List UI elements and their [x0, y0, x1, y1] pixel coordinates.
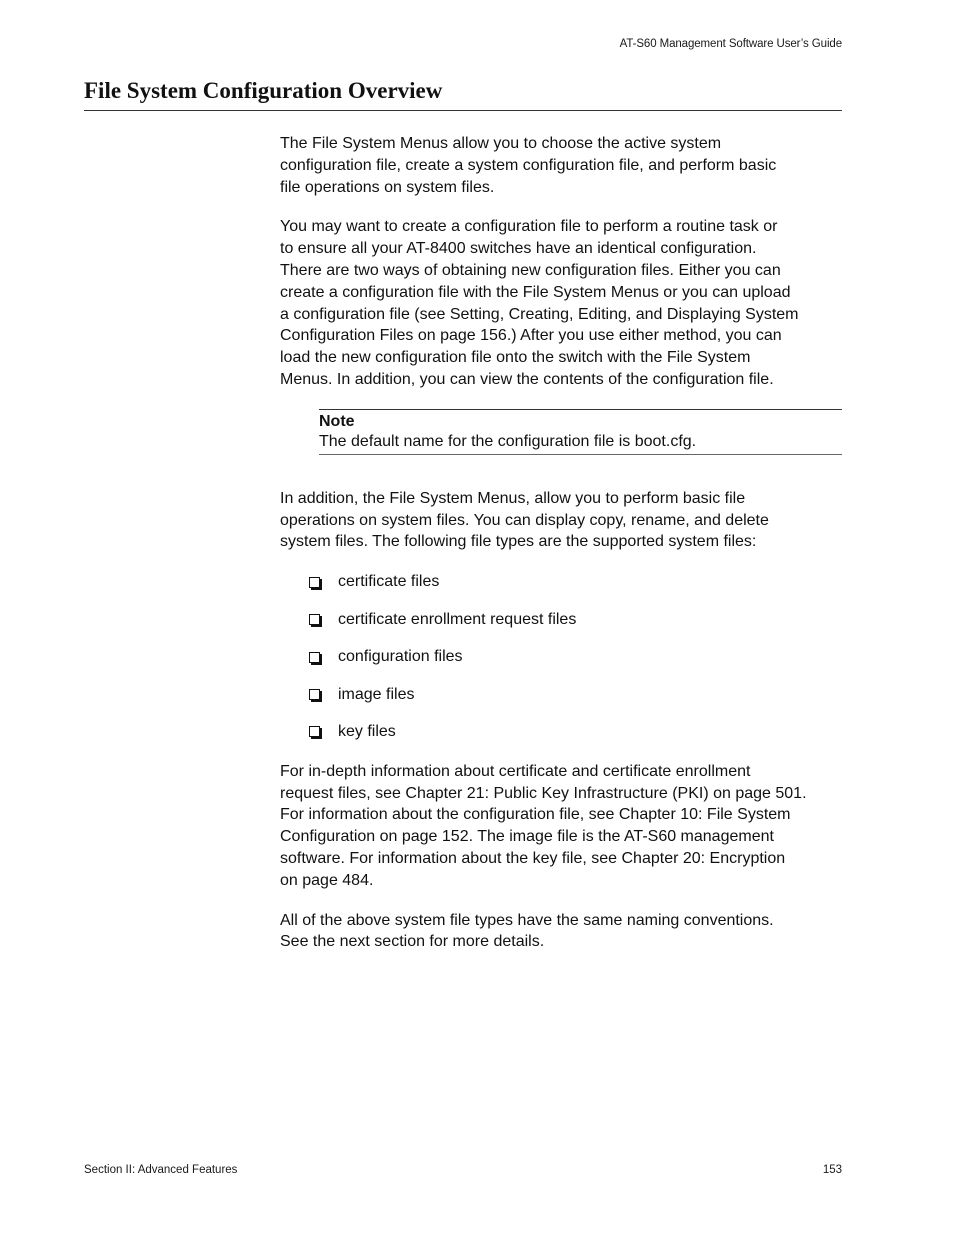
text-line: configuration file, create a system configuration file, and perform basic	[280, 156, 777, 174]
text-line: In addition, the File System Menus, allow you to perform basic file	[280, 489, 746, 507]
checkbox-bullet-icon	[309, 652, 320, 663]
text-line: Configuration on page 152. The image file is the AT-S60 management	[280, 828, 774, 846]
main-content	[280, 133, 842, 971]
list-item	[307, 571, 842, 593]
note-label: Note	[319, 412, 355, 430]
text-line: Menus. In addition, you can view the contents of the configuration file.	[280, 370, 774, 388]
text-line: operations on system files. You can display copy, rename, and delete	[280, 511, 769, 529]
text-line: on page 484.	[280, 871, 374, 889]
list-item-label: certificate files	[338, 573, 440, 591]
list-item-label: certificate enrollment request files	[338, 610, 577, 628]
text-line: All of the above system file types have the same naming conventions.	[280, 911, 774, 929]
text-line: Configuration Files on page 156.) After you use either method, you can	[280, 327, 782, 345]
page-number: 153	[822, 1164, 842, 1176]
list-item-label: image files	[338, 685, 415, 703]
text-line: There are two ways of obtaining new configuration files. Either you can	[280, 261, 781, 279]
running-header: AT-S60 Management Software User’s Guide	[619, 38, 842, 50]
text-line: load the new configuration file onto the switch with the File System	[280, 349, 751, 367]
text-line: file operations on system files.	[280, 178, 495, 196]
list-item	[307, 684, 842, 706]
text-line: request files, see Chapter 21: Public Key Infrastructure (PKI) on page 501.	[280, 784, 807, 802]
text-line: For in-depth information about certificate and certificate enrollment	[280, 762, 751, 780]
section-title: File System Configuration Overview	[84, 78, 443, 103]
paragraph-file-operations	[280, 488, 842, 553]
file-type-list	[307, 571, 842, 743]
checkbox-bullet-icon	[309, 577, 320, 588]
text-line: system files. The following file types are the supported system files:	[280, 533, 757, 551]
text-line: The File System Menus allow you to choose the active system	[280, 135, 722, 152]
checkbox-bullet-icon	[309, 726, 320, 737]
list-item	[307, 721, 842, 743]
paragraph-config-files	[280, 216, 842, 390]
checkbox-bullet-icon	[309, 689, 320, 700]
note-box	[319, 409, 842, 455]
text-line: You may want to create a configuration file to perform a routine task or	[280, 218, 778, 236]
text-line: to ensure all your AT-8400 switches have an identical configuration.	[280, 240, 757, 258]
title-rule	[84, 110, 842, 111]
note-text: The default name for the configuration file is boot.cfg.	[319, 432, 697, 450]
list-item	[307, 646, 842, 668]
checkbox-bullet-icon	[309, 614, 320, 625]
footer-section-label: Section II: Advanced Features	[84, 1164, 238, 1176]
list-item-label: configuration files	[338, 648, 463, 666]
text-line: create a configuration file with the File System Menus or you can upload	[280, 283, 791, 301]
text-line: a configuration file (see Setting, Creating, Editing, and Displaying System	[280, 305, 799, 323]
text-line: See the next section for more details.	[280, 933, 545, 951]
paragraph-intro	[280, 133, 842, 198]
list-item	[307, 609, 842, 631]
paragraph-references	[280, 761, 842, 892]
text-line: For information about the configuration file, see Chapter 10: File System	[280, 806, 791, 824]
text-line: software. For information about the key file, see Chapter 20: Encryption	[280, 850, 786, 868]
list-item-label: key files	[338, 723, 396, 741]
paragraph-naming	[280, 910, 842, 954]
